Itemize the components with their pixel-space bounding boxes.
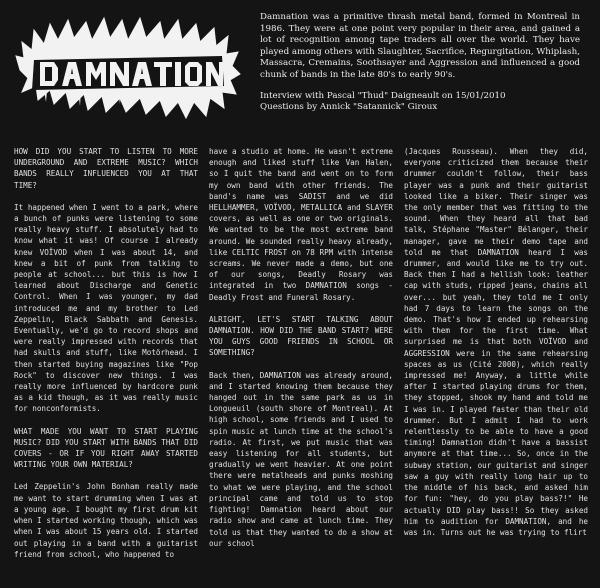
article-column-2 <box>209 146 393 586</box>
question: ALRIGHT, LET'S START TALKING ABOUT DAMNATION. HOW DID THE BAND START? WERE YOU GUYS GOOD FRIENDS IN SCHOOL OR SOMETHING? <box>209 314 393 358</box>
answer: Led Zeppelin's John Bonham really made me want to start drumming when I was at a young age. I bought my first drum kit when I started working though, which was when I was about 15 years old. I started out playing in a band with a guitarist friend from school, who happened to <box>14 482 198 559</box>
intro-block <box>260 12 580 114</box>
band-logo-icon <box>14 12 242 124</box>
article-columns <box>14 146 590 586</box>
answer: have a studio at home. He wasn't extreme enough and liked stuff like Van Halen, so I quit the band and went on to form my own band with other friends. The band's name was SADIST and we did HELLHAMMER, VOÏVOD, METALLICA and SLAYER covers, as well as one or two originals. We wanted to be the most extreme band around. We sounded really heavy already, like CELTIC FROST on 78 RPM with intense screams. We never made a demo, but one of our songs, Deadly Rosary was integrated in two DAMNATION songs - Deadly Frost and Funeral Rosary. <box>209 147 393 302</box>
answer: It happened when I went to a park, where a bunch of punks were listening to some really heavy stuff. I absolutely had to know what it was! Of course I already knew VOÏVOD when I was about 14, and knew a bit of punk from talking to people at school... but this is how I learned about Discharge and Genetic Control. When I was younger, my dad introduced me and my brother to Led Zeppelin, Black Sabbath and Genesis. Eventually, we'd go to record shops and were really impressed with records that had skulls and stuff, like Motörhead. I then started buying magazines like "Pop Rock" to discover new things. I was really more influenced by hardcore punk as a kid though, as it was really music for nonconformists. <box>14 202 198 414</box>
article-column-1 <box>14 146 198 586</box>
question: WHAT MADE YOU WANT TO START PLAYING MUSIC? DID YOU START WITH BANDS THAT DID COVERS - OR IF YOU RIGHT AWAY STARTED WRITING YOUR OWN MATERIAL? <box>14 426 198 470</box>
answer: (Jacques Rousseau). When they did, everyone criticized them because their drummer couldn't follow, their bass player was a punk and their guitarist looked like a biker. Their singer was the only member that was fitting to the sound. When they heard all that bad talk, Stéphane "Master" Bélanger, their manager, gave me their demo tape and told me that DAMNATION heard I was drummer, and would like me to try out. Back then I had a hellish look: leather cap with studs, ripped jeans, chains all over... but yeah, they told me I only had 7 days to learn the songs on the demo. That's how I ended up rehearsing with them for the first time. What surprised me is that both VOÏVOD and AGGRESSION were in the same rehearsing spaces as us (Cité 2000), which really impressed me! Anyway, a little while after I started playing drums for them, they stopped, shook my hand and told me I was in. I played faster than their old drummer. But I admit I had to work relentlessly to be able to have a good timing! Damnation didn't have a bassist anymore at that time... So, once in the subway station, our guitarist and singer saw a guy with really long hair up to the middle of his back, and asked him for fun: "hey, do you play bass?!" He actually DID play bass!! So they asked him to audition for DAMNATION, and he was in. Turns out he was trying to flirt <box>404 147 588 537</box>
intro-text: Damnation was a primitive thrash metal band, formed in Montreal in 1986. They were at one point very popular in their area, and gained a lot of recognition among tape traders all over the world. They have played among others with Slaughter, Sacrifice, Regurgitation, Whiplash, Massacra, Cremains, Soothsayer and Aggression and influenced a good chunk of bands in the late 80's to early 90's. <box>260 12 580 80</box>
article-column-3 <box>404 146 588 586</box>
band-logo <box>14 12 242 124</box>
interview-line: Interview with Pascal "Thud" Daigneault on 15/01/2010 <box>260 90 506 101</box>
answer: Back then, DAMNATION was already around, and I started knowing them because they hanged out in the same park as us in Longueuil (south shore of Montreal). At high school, some friends and I used to spin music at lunch time at the school's radio. At first, we put music that was easy listening for all students, but gradually we went heavier. At one point there were metalheads and punks moshing to what we were playing, and the school principal came and told us to stop fighting! Damnation heard about our radio show and came at lunch time. They told us that they wanted to do a show at our school <box>209 370 393 548</box>
question: HOW DID YOU START TO LISTEN TO MORE UNDERGROUND AND EXTREME MUSIC? WHICH BANDS REALLY INFLUENCED YOU AT THAT TIME? <box>14 147 198 190</box>
questions-line: Questions by Annick "Satannick" Giroux <box>260 102 438 113</box>
